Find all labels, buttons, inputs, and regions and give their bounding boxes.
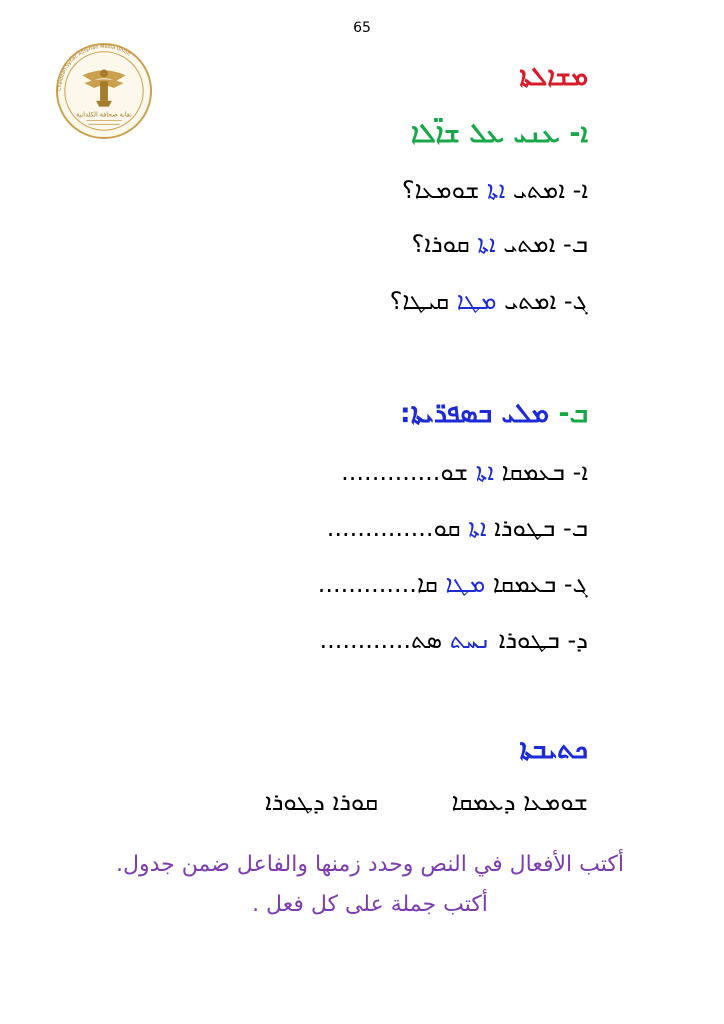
seal-ring-text: Chaldean Syriac Assyrian Media Union (56, 43, 132, 92)
section-b-marker: ܒ- (558, 398, 588, 429)
fill-blank-word: ܒܥܡܩܐ (501, 458, 565, 486)
question-highlight: ܐܬܐ (487, 176, 506, 204)
fill-blank-marker: ܒ- (562, 514, 588, 542)
fill-blank-dots: ............ (319, 626, 411, 654)
page-number: 65 (353, 20, 371, 36)
instruction-line-1: أكتب الأفعال في النص وحدد زمنها والفاعل ضمن جدول. (116, 852, 624, 877)
fill-blank-dots: ............. (317, 570, 417, 598)
fill-blank-item (318, 570, 588, 598)
question-marker: ܐ- (572, 176, 588, 204)
fill-blank-highlight: ܢܚܬ (449, 626, 491, 654)
fill-blank-item (319, 626, 588, 654)
question-marker: ܓ- (563, 287, 588, 315)
fill-blank-marker: ܓ- (563, 570, 588, 598)
seal-arabic-text: نقابة صحافة الكلدانية (76, 110, 132, 119)
question-item (390, 287, 588, 315)
fill-blank-rest: ܫܘ (440, 458, 469, 486)
fill-blank-rest: ܩܘ (433, 514, 461, 542)
question-verb: ܐܡܬܝ (503, 230, 556, 258)
question-verb: ܐܡܬܝ (512, 176, 565, 204)
section-b-header (400, 398, 588, 430)
vocab-left: ܩܘܪܐ ܕܛܘܪܐ (264, 788, 378, 816)
question-rest: ܩܘܪܐ؟ (411, 230, 470, 258)
fill-blank-highlight: ܐܬܐ (475, 458, 494, 486)
fill-blank-rest: ܣܬ (410, 626, 443, 654)
question-highlight: ܡܛܐ (456, 287, 497, 315)
fill-blank-highlight: ܐܬܐ (468, 514, 487, 542)
question-marker: ܒ- (562, 230, 588, 258)
fill-blank-word: ܒܛܘܪܐ (498, 626, 560, 654)
section-a-marker: ܐ- (569, 118, 588, 149)
vocab-right: ܫܘܡܥܐ ܕܥܡܩܐ (451, 788, 588, 816)
question-rest: ܫܘܡܥܐ؟ (401, 176, 480, 204)
fill-blank-word: ܒܥܡܩܐ (492, 570, 557, 598)
fill-blank-item (341, 458, 588, 486)
fill-blank-dots: ............. (341, 458, 441, 486)
question-item (412, 230, 588, 258)
document-title: ܡܫܐܠܬܐ (519, 62, 588, 92)
vocab-heading: ܟܬܝܒܬܐ (519, 734, 588, 765)
fill-blank-dots: .............. (326, 514, 434, 542)
fill-blank-item (327, 514, 588, 542)
fill-blank-marker: ܐ- (572, 458, 588, 486)
seal-logo (55, 42, 153, 140)
instruction-line-2: أكتب جملة على كل فعل . (252, 892, 488, 917)
question-highlight: ܐܬܐ (477, 230, 496, 258)
section-a-header (411, 118, 588, 150)
fill-blank-word: ܒܛܘܪܐ (494, 514, 556, 542)
question-item (402, 176, 588, 204)
question-rest: ܩܝܛܐ؟ (389, 287, 450, 315)
section-b-heading: ܡܠܝ ܒܣܦܪ̈ܝܬܐ: (399, 398, 549, 429)
section-a-heading: ܥܢܝ ܥܠ ܫܐ̈ܠܐ (410, 118, 560, 149)
question-verb: ܐܡܬܝ (504, 287, 557, 315)
fill-blank-highlight: ܡܛܐ (445, 570, 486, 598)
fill-blank-marker: ܕ- (567, 626, 588, 654)
fill-blank-rest: ܩܐ (416, 570, 438, 598)
